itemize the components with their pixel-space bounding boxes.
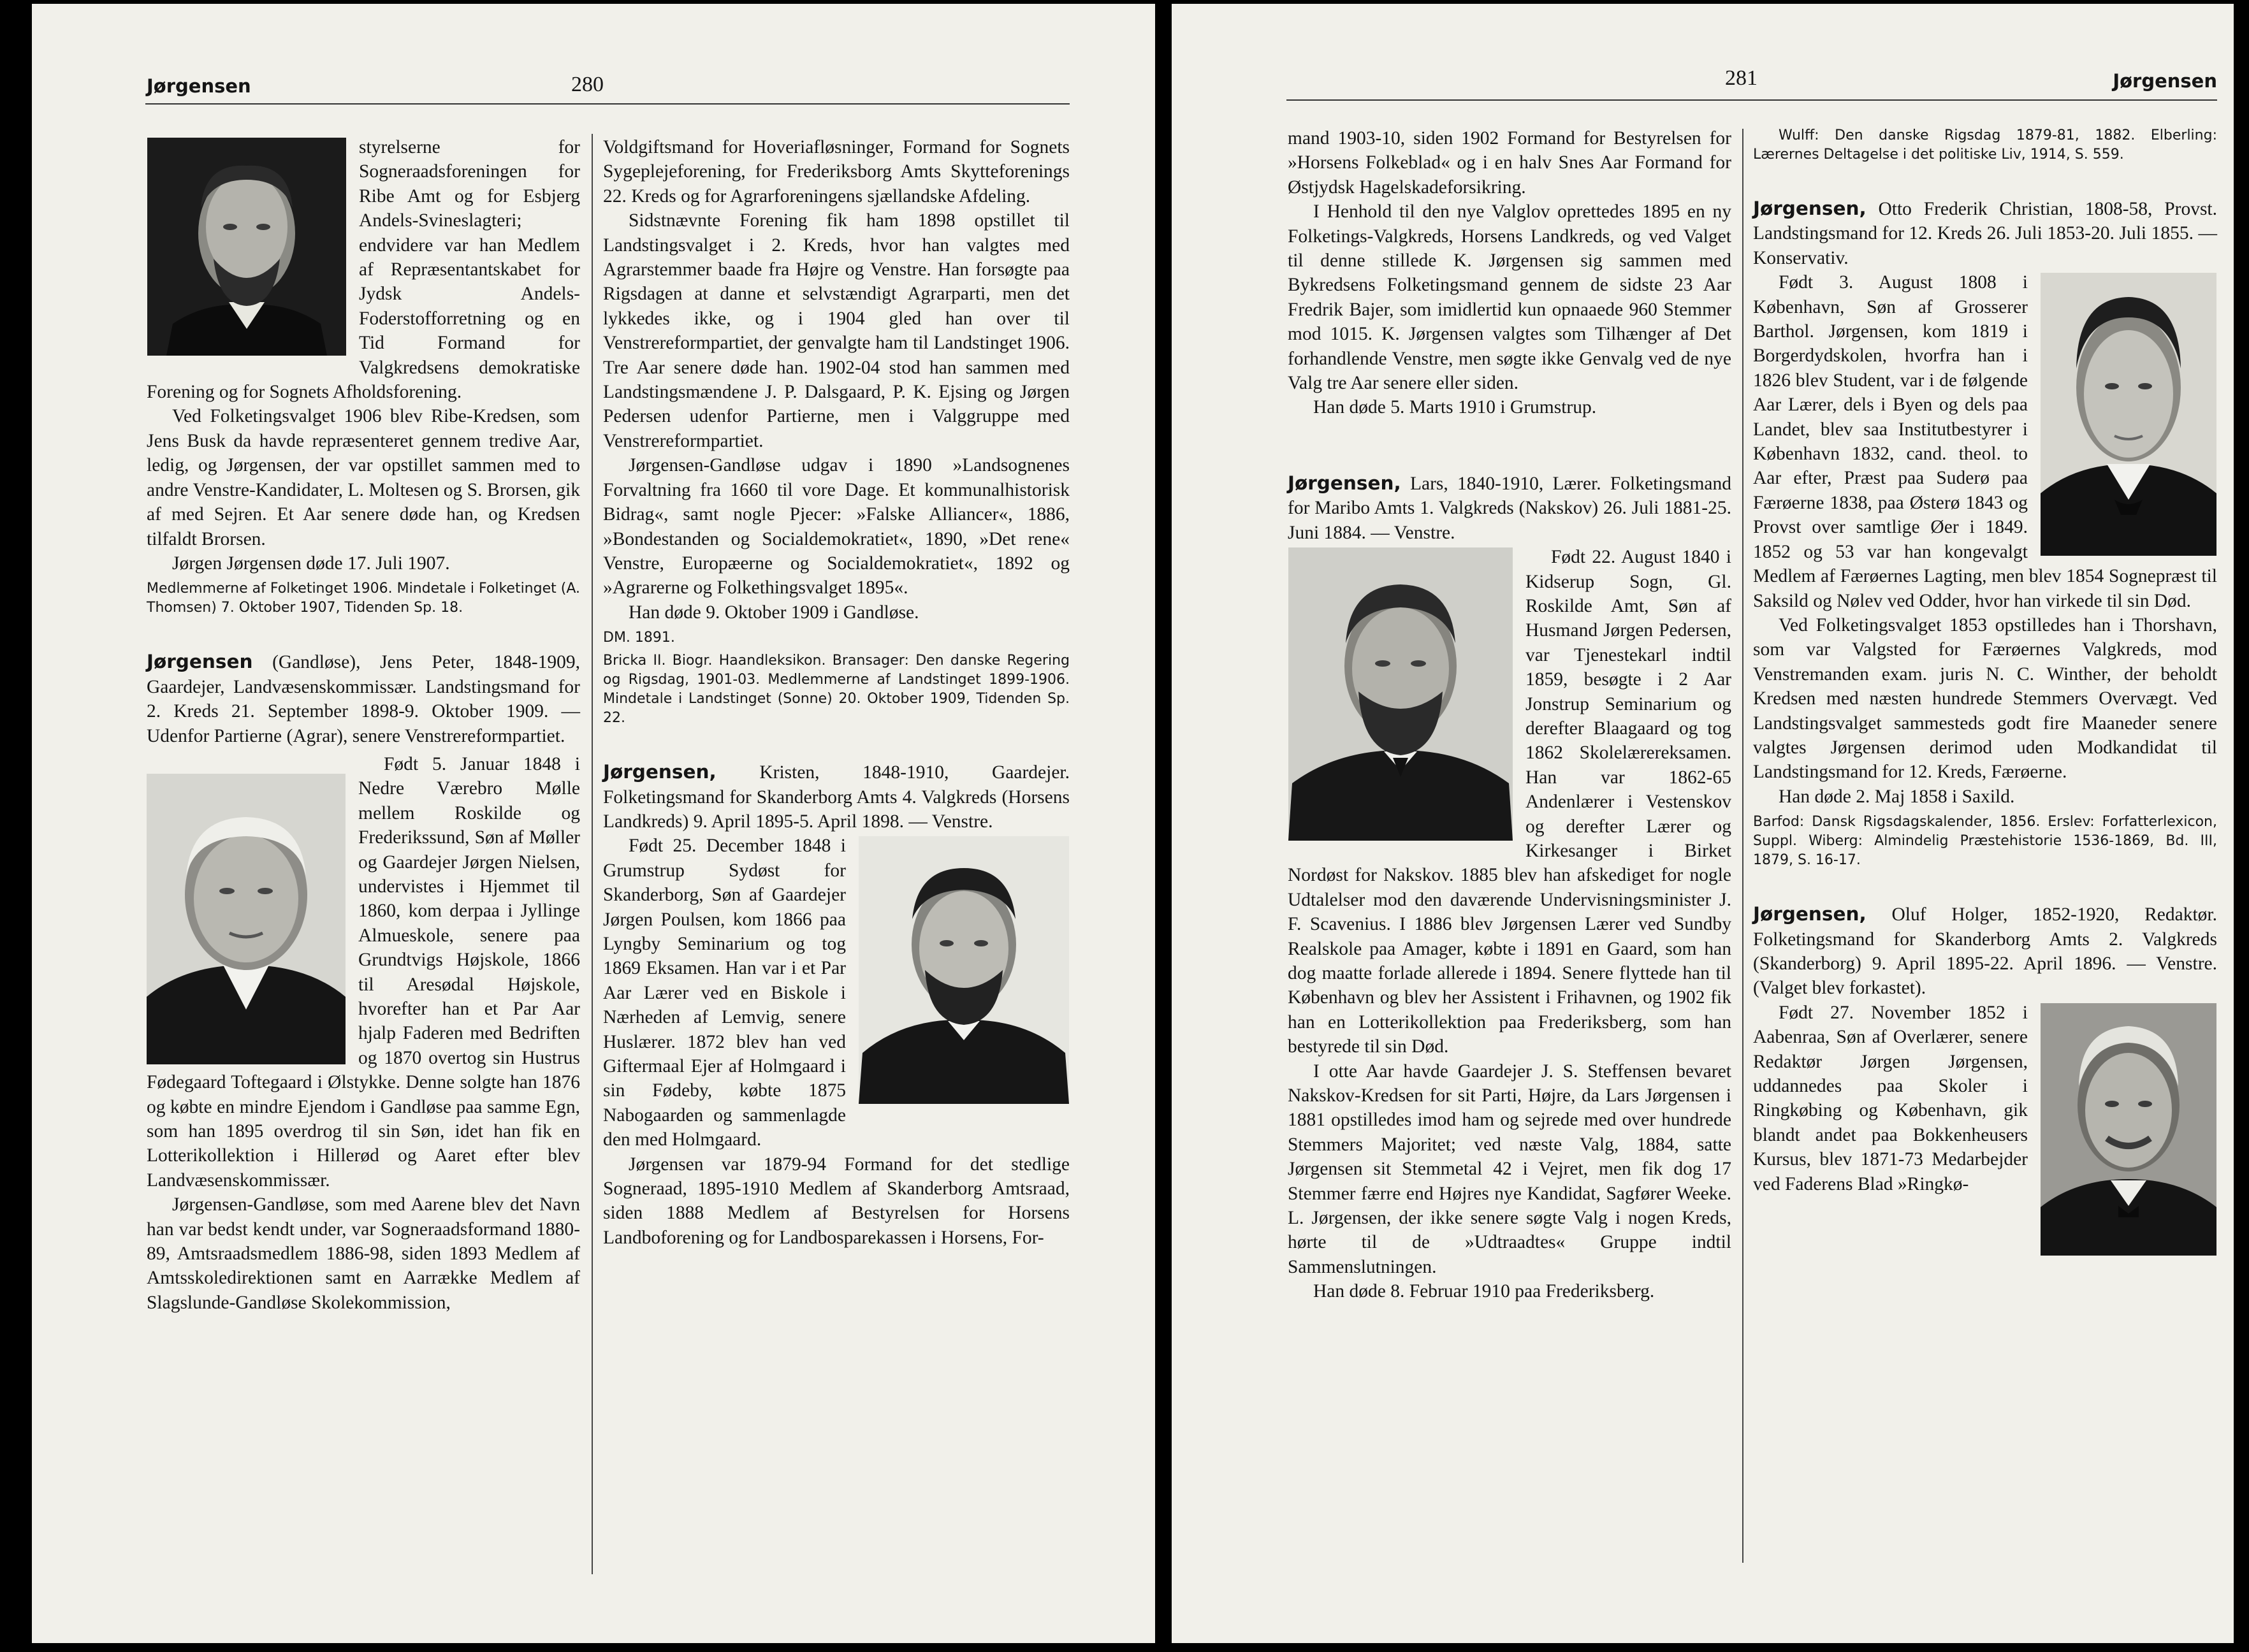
entry1-death: Jørgen Jørgensen døde 17. Juli 1907. (172, 553, 450, 574)
headword: Jørgensen (147, 651, 253, 673)
entry2-paragraph-1: Født 5. Januar 1848 i Nedre Værebro Mølle mellem Roskilde og Frederikssund, Søn af Møller og Gaardejer Jørgen Nielsen, undervistes i Hjemmet til 1860, kom derpaa i Jyllinge Almueskole, senere paa Grundtvigs Højskole, 1866 til Aresødal Højskole, hvorefter han et Par Aar hjalp Faderen med Bedriften og 1870 overtog sin Hustrus Fødegaard Toftegaard i Ølstykke. Denne solgte han 1876 og købte en mindre Ejendom i Gandløse paa samme Egn, som han 1895 overdrog til sin Søn, idet han fik en Lotterikollektion i Hillerød og Aaret efter blev Landvæsenskommissær. (147, 753, 580, 1191)
entry5-paragraph-1: Født 3. August 1808 i København, Søn af Grosserer Barthol. Jørgensen, kom 1819 i Borgerdydskolen, hvorfra han i 1826 blev Student, var i de følgende Aar Lærer, dels i Byen og dels paa Landet, blev saa Institutbestyrer i København 1832, cand. theol. to Aar efter, Præst paa Suderø paa Færøerne 1838, paa Østerø 1843 og Provst over samtlige Øer i 1849. 1852 og 53 var han kongevalgt Medlem af Færøernes Lagting, men blev 1854 Sognepræst til Saksild og Nølev ved Odder, hvor han virkede til sin Død. (1753, 272, 2217, 611)
left-page (32, 4, 1155, 1643)
entry4-sources: Wulff: Den danske Rigsdag 1879-81, 1882. Elberling: Lærernes Deltagelse i det politiske Liv, 1914, S. 559. (1753, 127, 2217, 163)
entry6-paragraph-1: Født 27. November 1852 i Aabenraa, Søn af Overlærer, senere Redaktør Jørgen Jørgensen, uddannedes paa Skoler i Ringkøbing og København, gik blandt andet paa Bokkenheusers Kursus, blev 1871-73 Medarbejder ved Faderens Blad »Ringkø- (1753, 1002, 2028, 1194)
entry3-paragraph-2: Jørgensen var 1879-94 Formand for det stedlige Sogneraad, 1895-1910 Medlem af Skanderborg Amtsraad, siden 1888 Medlem af Bestyrelsen for Horsens Landboforening og for Landbosparekassen i Horsens, For- (603, 1154, 1070, 1248)
entry1-sources: Medlemmerne af Folketinget 1906. Mindetale i Folketinget (A. Thomsen) 7. Oktober 1907, Tidenden Sp. 18. (147, 581, 580, 616)
column-divider (592, 134, 593, 1574)
entry1-paragraph-2: Ved Folketingsvalget 1906 blev Ribe-Kredsen, som Jens Busk da havde repræsenteret gennem tredive Aar, ledig, og Jørgensen, der var opstillet sammen med to andre Venstre-Kandidater, L. Moltesen og S. Brorsen, gik af med Sejren. Et Aar senere døde han, og Kredsen tilfaldt Brorsen. (147, 406, 580, 549)
entry5-death: Han døde 2. Maj 1858 i Saxild. (1779, 786, 2015, 807)
entry1-paragraph-1: styrelserne for Sogneraadsforeningen for Ribe Amt og for Esbjerg Andels-Svineslagteri; endvidere var han Medlem af Repræsentantskabet for Jydsk Andels-Foderstofforretning og en Tid Formand for Valgkredsens demokratiske Forening og for Sognets Afholdsforening. (147, 137, 580, 403)
page-number: 280 (571, 73, 604, 96)
entry5-paragraph-2: Ved Folketingsvalget 1853 opstilledes han i Thorshavn, som var Valgsted for Færøernes Valgkreds, mod Venstremanden exam. juris N. C. Winther, der beholdt Kredsen med næsten hundrede Stemmers Overvægt. Ved Landstingsvalget sammesteds godt fire Maaneder senere valgtes Jørgensen derimod uden Modkandidat til Landstingsmand for 12. Kreds, Færøerne. (1753, 614, 2217, 783)
entry2-paragraph-2: Jørgensen-Gandløse, som med Aarene blev det Navn han var bedst kendt under, var Sogneraadsformand 1880-89, Amtsraadsmedlem 1886-98, siden 1893 Medlem af Amtsskoledirektionen samt en Aarrække Medlem af Slagslunde-Gandløse Skolekommission, (147, 1194, 580, 1313)
entry3-death: Han døde 5. Marts 1910 i Grumstrup. (1313, 397, 1597, 418)
entry4-paragraph-2: I otte Aar havde Gaardejer J. S. Steffensen bevaret Nakskov-Kredsen for sit Parti, Højre, da Lars Jørgensen i 1881 opstilledes imod ham og sejrede med over hundrede Stemmers Majoritet; ved næste Valg, 1884, satte Jørgensen sit Stemmetal 42 i Vejret, men fik dog 17 Stemmer færre end Højres nye Kandidat, Sagfører Weeke. L. Jørgensen, der ikke senere søgte Valg i nogen Kreds, hørte til de »Udtraadtes« Gruppe indtil Sammenslutningen. (1288, 1061, 1731, 1277)
headword: Jørgensen, (1288, 472, 1401, 494)
entry2-source-dm: DM. 1891. (603, 630, 675, 646)
portrait-oluf-jorgensen (2041, 1003, 2216, 1256)
column-1 (1288, 126, 1731, 1304)
entry-oluf-jorgensen-heading: Jørgensen, Oluf Holger, 1852-1920, Redaktør. Folketingsmand for Skanderborg Amts 2. Valgkreds (Skanderborg) 9. April 1895-22. April 1896. — Venstre. (Valget blev forkastet). (1753, 903, 2217, 999)
column-1 (147, 135, 580, 1315)
entry3-paragraph-3: mand 1903-10, siden 1902 Formand for Bestyrelsen for »Horsens Folkeblad« og i en halv Snes Aar Formand for Østjydsk Hagelskadeforsikring. (1288, 128, 1731, 198)
running-head-name: Jørgensen (2113, 70, 2217, 92)
entry5-sources: Barfod: Dansk Rigsdagskalender, 1856. Erslev: Forfatterlexicon, Suppl. Wiberg: Almindelig Præstehistorie 1536-1869, Bd. III, 1879, S. 16-17. (1753, 814, 2217, 869)
entry3-paragraph-1: Født 25. December 1848 i Grumstrup Sydøst for Skanderborg, Søn af Gaardejer Jørgen Poulsen, kom 1866 paa Lyngby Seminarium og tog 1869 Eksamen. Han var i et Par Aar Lærer ved en Biskole i Nærheden af Lemvig, senere Huslærer. 1872 blev han ved Giftermaal Ejer af Holmgaard i sin Fødeby, købte 1875 Nabogaarden og sammenlagde den med Holmgaard. (603, 836, 846, 1150)
headword: Jørgensen, (603, 761, 717, 783)
entry2-death: Han døde 9. Oktober 1909 i Gandløse. (629, 602, 919, 623)
entry-kristen-jorgensen-heading: Jørgensen, Kristen, 1848-1910, Gaardejer. Folketingsmand for Skanderborg Amts 4. Valgkreds (Horsens Landkreds) 9. April 1895-5. April 1898. — Venstre. (603, 761, 1070, 832)
column-2 (1753, 126, 2217, 1259)
entry2-sources: Bricka II. Biogr. Haandleksikon. Bransager: Den danske Regering og Rigsdag, 1901-03. Medlemmerne af Landstinget 1899-1906. Mindetale i Landstinget (Sonne) 20. Oktober 1909, Tidenden Sp. 22. (603, 653, 1070, 727)
headword: Jørgensen, (1753, 198, 1867, 219)
entry4-death: Han døde 8. Februar 1910 paa Frederiksberg. (1313, 1281, 1655, 1302)
entry3-paragraph-4: I Henhold til den nye Valglov oprettedes 1895 en ny Folketings-Valgkreds, Horsens Landkreds, og ved Valget til denne stillede K. Jørgensen sig sammen med Bykredsens Folketingsmand gennem de sidste 23 Aar Fredrik Bajer, som imidlertid kun opnaaede 960 Stemmer mod 1015. K. Jørgensen valgtes som Tilhænger af Det forhandlende Venstre, men søgte ikke Genvalg ved de nye Valg tre Aar senere eller siden. (1288, 201, 1731, 394)
entry2-paragraph-5: Jørgensen-Gandløse udgav i 1890 »Landsognenes Forvaltning fra 1660 til vore Dage. Et kommunalhistorisk Bidrag«, samt nogle Pjecer: »Falske Alliancer«, 1886, »Bondestanden og Socialdemokratiet«, 1890, »Det rene« Venstre, Europæerne og Socialdemokratiet«, 1892 og »Agrarerne og Folkethingsvalget 1895«. (603, 455, 1070, 598)
entry2-paragraph-4: Sidstnævnte Forening fik ham 1898 opstillet til Landstingsvalget i 2. Kreds, hvor han valgtes med Agrarstemmer baade fra Højre og Venstre. Han forsøgte paa Rigsdagen at danne et selvstændigt Agrarparti, men det lykkedes ikke, og i 1904 gled han over til Venstrereformpartiet, der genvalgte ham til Landstinget 1906. Tre Aar senere døde han. 1902-04 stod han sammen med Landstingsmændene J. P. Dalsgaard, P. K. Ejsing og Jørgen Pedersen udenfor Partierne, men i Valggruppe med Venstrereformpartiet. (603, 210, 1070, 451)
header-rule (145, 103, 1070, 105)
portrait-kristen-jorgensen (859, 836, 1069, 1104)
portrait-lars-jorgensen (1288, 547, 1513, 841)
portrait-jorgen-jorgensen (147, 138, 346, 356)
entry-otto-jorgensen-heading: Jørgensen, Otto Frederik Christian, 1808-58, Provst. Landstingsmand for 12. Kreds 26. Juli 1853-20. Juli 1855. — Konservativ. (1753, 198, 2217, 268)
headword: Jørgensen, (1753, 903, 1867, 925)
column-2 (603, 135, 1070, 1250)
header-rule (1286, 99, 2217, 101)
entry-lars-jorgensen-heading: Jørgensen, Lars, 1840-1910, Lærer. Folketingsmand for Maribo Amts 1. Valgkreds (Nakskov) 26. Juli 1881-25. Juni 1884. — Venstre. (1288, 472, 1731, 543)
page-number: 281 (1725, 66, 1758, 90)
entry-jens-peter-jorgensen-heading: Jørgensen (Gandløse), Jens Peter, 1848-1909, Gaardejer, Landvæsenskommissær. Landstingsmand for 2. Kreds 21. September 1898-9. Oktober 1909. — Udenfor Partierne (Agrar), senere Venstrereformpartiet. (147, 651, 580, 746)
entry2-paragraph-3: Voldgiftsmand for Hoveriafløsninger, Formand for Sognets Sygeplejeforening, for Frederiksborg Amts Skytteforenings 22. Kreds og for Agrarforeningens sjællandske Afdeling. (603, 137, 1070, 207)
portrait-otto-jorgensen (2041, 273, 2216, 556)
column-divider (1742, 129, 1743, 1563)
portrait-jens-peter-jorgensen (147, 774, 346, 1064)
right-page (1172, 4, 2234, 1643)
entry4-paragraph-1: Født 22. August 1840 i Kidserup Sogn, Gl. Roskilde Amt, Søn af Husmand Jørgen Pedersen, var Tjenestekarl indtil 1859, besøgte i 2 Aar Jonstrup Seminarium og derefter Blaagaard og tog 1862 Skolelærereksamen. Han var 1862-65 Andenlærer i Vestenskov og derefter Lærer og Kirkesanger i Birket Nordøst for Nakskov. 1885 blev han afskediget for nogle Udtalelser mod den daværende Undervisningsminister J. F. Scavenius. I 1886 blev Jørgensen Lærer ved Sundby Realskole paa Amager, købte i 1891 en Gaard, som han dog maatte forlade allerede i 1894. Senere flyttede han til København og blev her Assistent i Frihavnen, og 1902 fik han en Lotterikollektion paa Frederiksberg, som han bestyrede til sin Død. (1288, 547, 1731, 1057)
running-head-name: Jørgensen (147, 75, 251, 97)
